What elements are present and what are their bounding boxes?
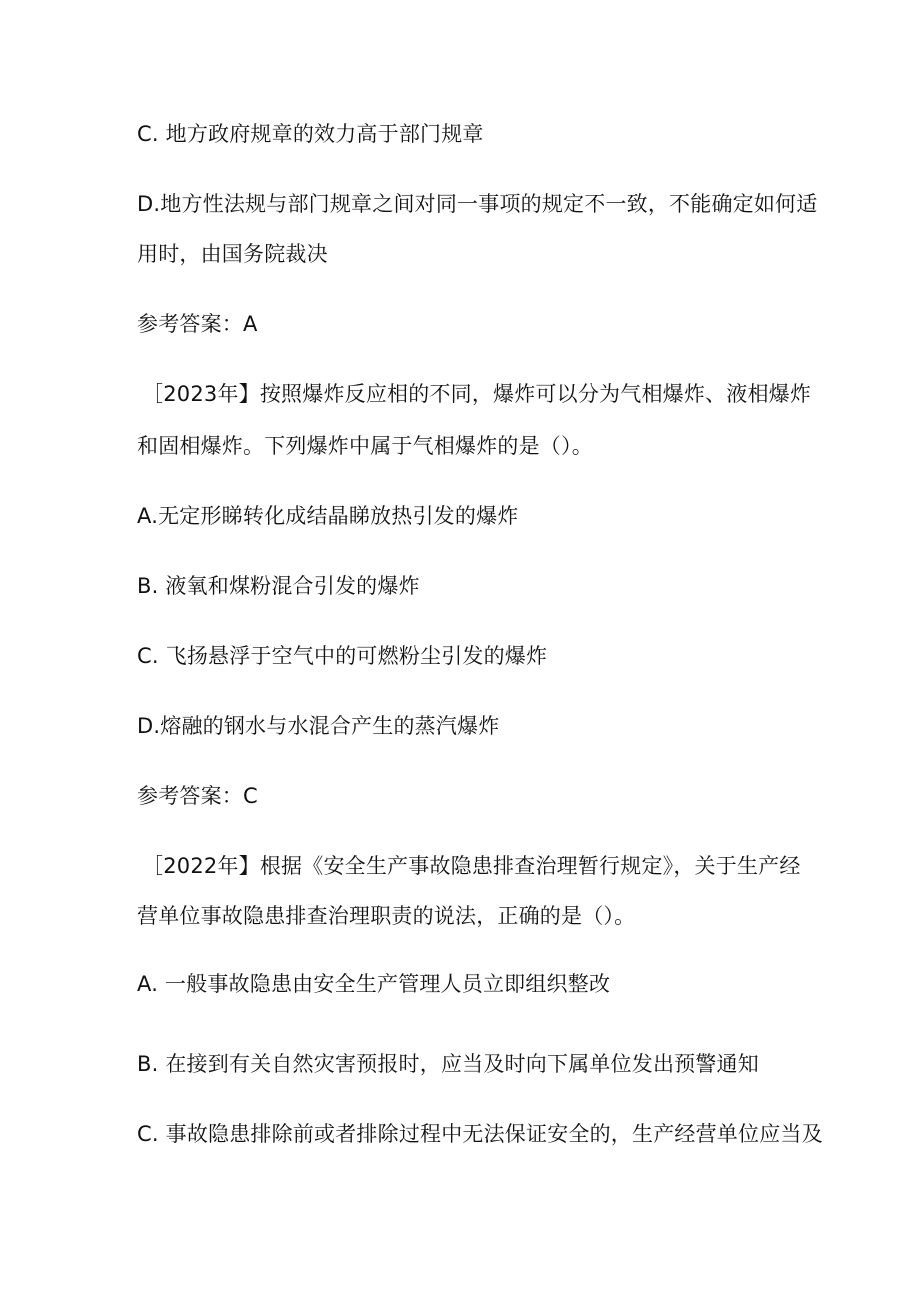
question-2023-option-c: C. 飞扬悬浮于空气中的可燃粉尘引发的爆炸 — [137, 644, 548, 668]
question-2022-stem-continued: 营单位事故隐患排查治理职责的说法，正确的是（）。 — [137, 904, 636, 928]
question-2023-stem: ［2023年】按照爆炸反应相的不同，爆炸可以分为气相爆炸、液相爆炸 — [142, 382, 812, 406]
option-c-previous-question: C. 地方政府规章的效力高于部门规章 — [137, 122, 484, 146]
question-2023-stem-continued: 和固相爆炸。下列爆炸中属于气相爆炸的是（）。 — [137, 434, 593, 458]
question-2023-option-b: B. 液氧和煤粉混合引发的爆炸 — [137, 574, 420, 598]
option-d-previous-question-continued: 用时，由国务院裁决 — [137, 242, 328, 266]
question-2023-option-d: D.熔融的钢水与水混合产生的蒸汽爆炸 — [137, 714, 500, 738]
option-d-previous-question: D.地方性法规与部门规章之间对同一事项的规定不一致，不能确定如何适 — [137, 192, 818, 216]
question-2022-option-a: A. 一般事故隐患由安全生产管理人员立即组织整改 — [137, 972, 611, 996]
question-2023-answer: 参考答案：C — [137, 784, 258, 808]
question-2022-stem: ［2022年】根据《安全生产事故隐患排查治理暂行规定》，关于生产经 — [142, 854, 801, 878]
answer-previous-question: 参考答案：A — [137, 312, 258, 336]
question-2022-option-b: B. 在接到有关自然灾害预报时，应当及时向下属单位发出预警通知 — [137, 1052, 759, 1076]
question-2023-option-a: A.无定形睇转化成结晶睇放热引发的爆炸 — [137, 504, 519, 528]
question-2022-option-c: C. 事故隐患排除前或者排除过程中无法保证安全的，生产经营单位应当及 — [137, 1122, 823, 1146]
